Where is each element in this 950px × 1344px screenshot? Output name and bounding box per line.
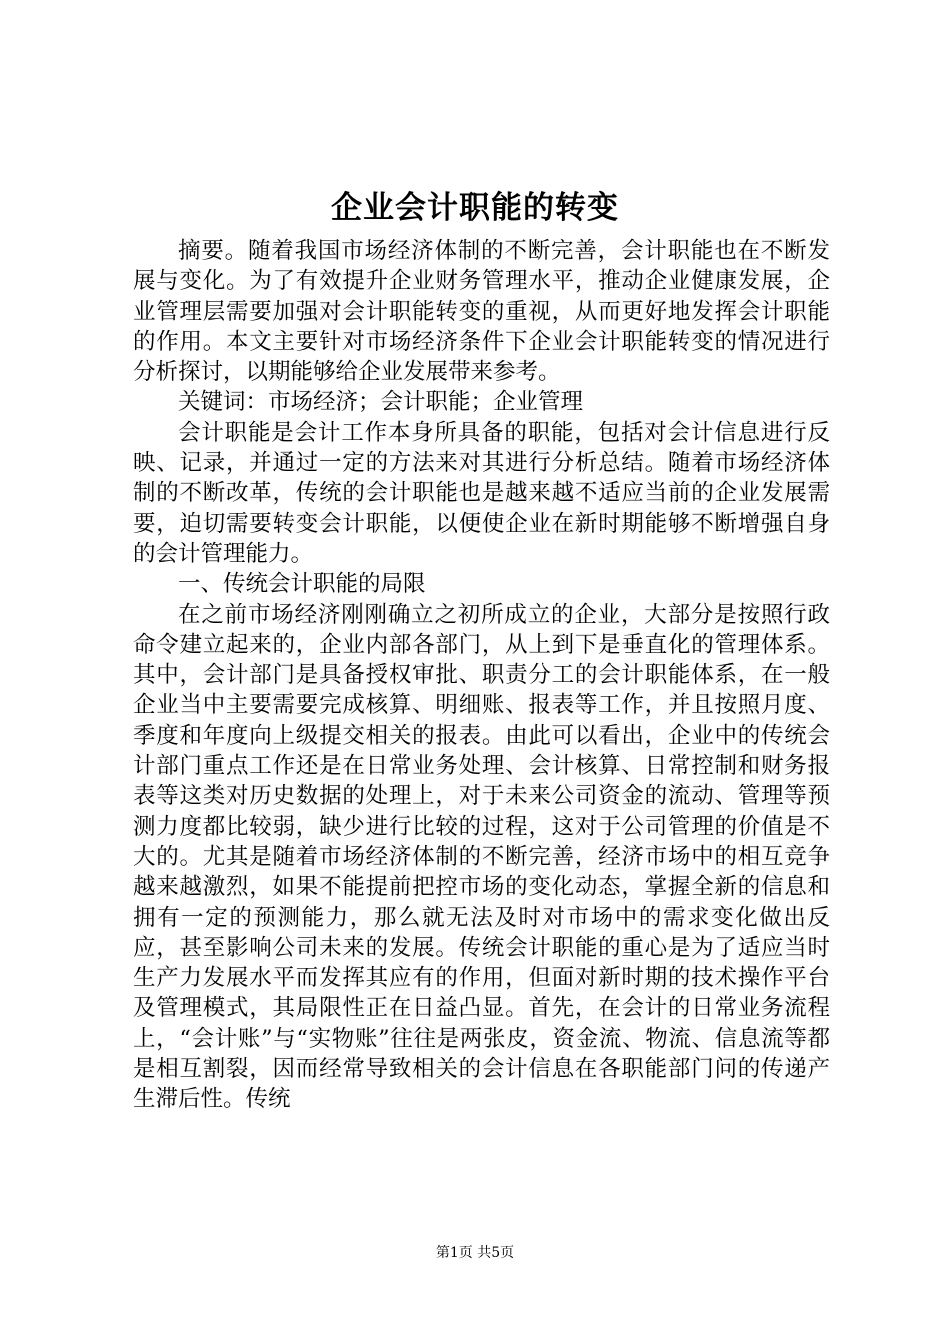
abstract-paragraph: 摘要。随着我国市场经济体制的不断完善，会计职能也在不断发展与变化。为了有效提升企业财务管理水平，推动企业健康发展，企业管理层需要加强对会计职能转变的重视，从而更好地发挥会计职能的作用。本文主要针对市场经济条件下企业会计职能转变的情况进行分析探讨，以期能够给企业发展带来参考。 [133, 238, 830, 386]
section-heading: 一、传统会计职能的局限 [178, 571, 426, 598]
document-title: 企业会计职能的转变 [331, 190, 619, 226]
document-body [133, 236, 830, 1115]
keywords-paragraph: 关键词：市场经济；会计职能；企业管理 [178, 389, 584, 416]
page-footer: 第1页 共5页 [435, 1245, 515, 1261]
intro-paragraph: 会计职能是会计工作本身所具备的职能，包括对会计信息进行反映、记录，并通过一定的方法来对其进行分析总结。随着市场经济体制的不断改革，传统的会计职能也是越来越不适应当前的企业发展需要，迫切需要转变会计职能，以便使企业在新时期能够不断增强自身的会计管理能力。 [133, 419, 830, 567]
section-paragraph: 在之前市场经济刚刚确立之初所成立的企业，大部分是按照行政命令建立起来的，企业内部各部门，从上到下是垂直化的管理体系。其中，会计部门是具备授权审批、职责分工的会计职能体系，在一般企业当中主要需要完成核算、明细账、报表等工作，并且按照月度、季度和年度向上级提交相关的报表。由此可以看出，企业中的传统会计部门重点工作还是在日常业务处理、会计核算、日常控制和财务报表等这类对历史数据的处理上，对于未来公司资金的流动、管理等预测力度都比较弱，缺少进行比较的过程，这对于公司管理的价值是不大的。尤其是随着市场经济体制的不断完善，经济市场中的相互竞争越来越激烈，如果不能提前把控市场的变化动态，掌握全新的信息和拥有一定的预测能力，那么就无法及时对市场中的需求变化做出反应，甚至影响公司未来的发展。传统会计职能的重心是为了适应当时生产力发展水平而发挥其应有的作用，但面对新时期的技术操作平台及管理模式，其局限性正在日益凸显。首先，在会计的日常业务流程上，“会计账”与“实物账”往往是两张皮，资金流、物流、信息流等都是相互割裂，因而经常导致相关的会计信息在各职能部门问的传递产生滞后性。传统 [133, 601, 830, 1113]
